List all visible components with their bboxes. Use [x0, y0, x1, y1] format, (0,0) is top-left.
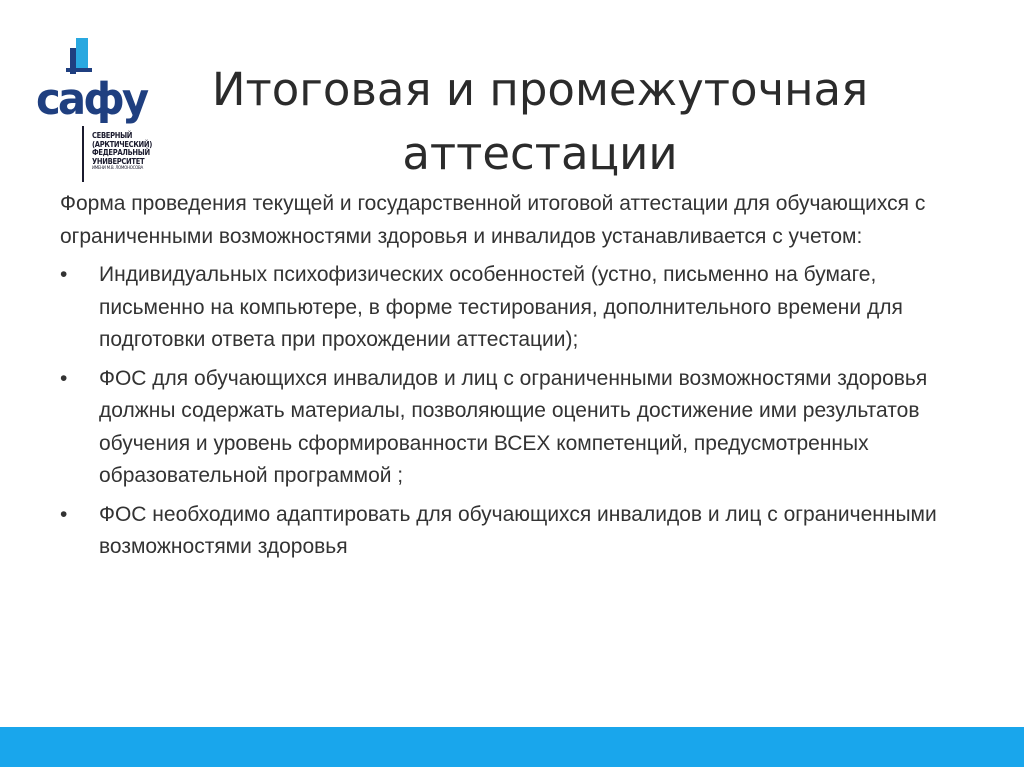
logo-university-line: (АРКТИЧЕСКИЙ) [92, 139, 153, 149]
bullet-item [60, 363, 960, 493]
bullet-text: ФОС необходимо адаптировать для обучающихся инвалидов и лиц с ограниченными возможностями здоровья [99, 502, 937, 558]
bullet-list [60, 259, 960, 564]
slide-body [60, 188, 960, 570]
bullet-text: Индивидуальных психофизических особенностей (устно, письменно на бумаге, письменно на компьютере, в форме тестирования, дополнительного времени для подготовки ответа при прохождении аттестации); [99, 263, 903, 351]
intro-paragraph: Форма проведения текущей и государственной итоговой аттестации для обучающихся с ограниченными возможностями здоровья и инвалидов устанавливается с учетом: [60, 192, 926, 248]
bullet-item [60, 499, 960, 564]
slide-title [150, 58, 930, 186]
bullet-dot-icon: • [60, 366, 68, 390]
bottom-accent-bar [0, 727, 1024, 767]
bullet-dot-icon: • [60, 263, 68, 286]
logo-university-name [92, 131, 153, 172]
slide-title-line: аттестации [402, 127, 678, 181]
logo-university-line: ФЕДЕРАЛЬНЫЙ [92, 148, 150, 158]
book-flag-icon [66, 38, 92, 78]
logo-university-line: УНИВЕРСИТЕТ [92, 156, 145, 166]
bullet-item [60, 259, 960, 357]
bullet-text: ФОС для обучающихся инвалидов и лиц с ограниченными возможностями здоровья должны содержать материалы, позволяющие оценить достижение ими результатов обучения и уровень сформированности ВСЕХ компетенций, предусмотренных образовательной программой ; [99, 366, 928, 487]
slide-title-line: Итоговая и промежуточная [211, 63, 869, 117]
university-logo [36, 36, 153, 186]
bullet-dot-icon: • [60, 502, 68, 526]
logo-university-sub: ИМЕНИ М.В. ЛОМОНОСОВА [92, 166, 143, 172]
logo-brand-text: сафу [36, 74, 147, 125]
logo-university-line: СЕВЕРНЫЙ [92, 131, 133, 140]
logo-divider [82, 126, 84, 182]
